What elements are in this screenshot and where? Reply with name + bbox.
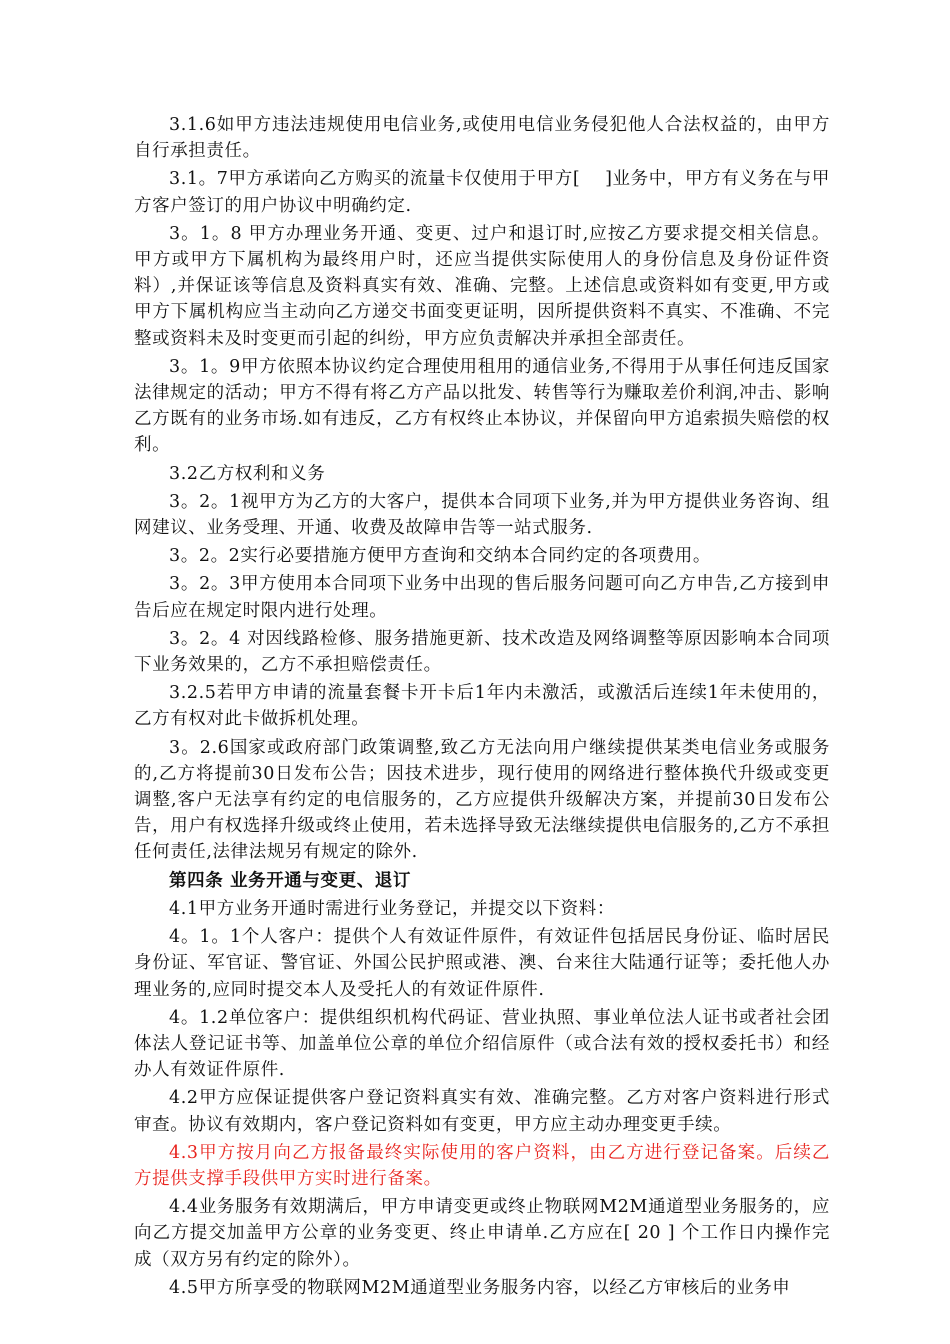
article-4-heading: 第四条 业务开通与变更、退订 bbox=[169, 870, 411, 891]
clause-3-2-2: 3。2。2实行必要措施方便甲方查询和交纳本合同约定的各项费用。 bbox=[169, 546, 711, 567]
clause-4-5: 4.5甲方所享受的物联网M2M通道型业务服务内容，以经乙方审核后的业务申 bbox=[169, 1277, 791, 1298]
clause-3-2-6: 3。2.6国家或政府部门政策调整,致乙方无法向用户继续提供某类电信业务或服务的,乙方将提前30日发布公告；因技术进步，现行使用的网络进行整体换代升级或变更调整,客户无法享有约定的电信服务的，乙方应提供升级解决方案，并提前30日发布公告，用户有权选择升级或终止使用，若未选择导致无法继续提供电信服务的,乙方不承担任何责任,法律法规另有规定的除外. bbox=[134, 737, 830, 863]
clause-4-4-text-after: 个工作日内操作完成（双方另有约定的除外）。 bbox=[134, 1223, 831, 1270]
clause-4-3-highlighted: 4.3甲方按月向乙方报备最终实际使用的客户资料，由乙方进行登记备案。后续乙方提供支撑手段供甲方实时进行备案。 bbox=[134, 1142, 830, 1189]
clause-3-2-5: 3.2.5若甲方申请的流量套餐卡开卡后1年内未激活，或激活后连续1年未使用的，乙方有权对此卡做拆机处理。 bbox=[134, 683, 830, 730]
clause-4-4 bbox=[134, 1194, 830, 1273]
clause-4-4-text-before: 4.4业务服务有效期满后，甲方申请变更或终止物联网M2M通道型业务服务的，应向乙方提交加盖甲方公章的业务变更、终止申请单.乙方应在 bbox=[134, 1197, 830, 1244]
clause-3-1-7 bbox=[134, 166, 830, 218]
clause-4-1-2: 4。1.2单位客户：提供组织机构代码证、营业执照、事业单位法人证书或者社会团体法人登记证书等、加盖单位公章的单位介绍信原件（或合法有效的授权委托书）和经办人有效证件原件. bbox=[134, 1007, 830, 1081]
blank-bracket-business-name: [ ] bbox=[572, 169, 613, 190]
clause-3-1-9: 3。1。9甲方依照本协议约定合理使用租用的通信业务,不得用于从事任何违反国家法律规定的活动；甲方不得有将乙方产品以批发、转售等行为赚取差价利润,冲击、影响乙方既有的业务市场.如有违反，乙方有权终止本协议，并保留向甲方追索损失赔偿的权利。 bbox=[134, 356, 830, 456]
bracket-working-days: [ 20 ] bbox=[623, 1223, 676, 1244]
clause-3-1-6: 3.1.6如甲方违法违规使用电信业务,或使用电信业务侵犯他人合法权益的，由甲方自行承担责任。 bbox=[134, 115, 830, 162]
clause-3-2-3: 3。2。3甲方使用本合同项下业务中出现的售后服务问题可向乙方申告,乙方接到申告后应在规定时限内进行处理。 bbox=[134, 574, 830, 621]
clause-3-1-8: 3。1。8 甲方办理业务开通、变更、过户和退订时,应按乙方要求提交相关信息。甲方或甲方下属机构为最终用户时，还应当提供实际使用人的身份信息及身份证件资料）,并保证该等信息及资料真实有效、准确、完整。上述信息或资料如有变更,甲方或甲方下属机构应当主动向乙方递交书面变更证明，因所提供资料不真实、不准确、不完整或资料未及时变更而引起的纠纷，甲方应负责解决并承担全部责任。 bbox=[134, 223, 830, 349]
clause-4-1-1: 4。1。1个人客户：提供个人有效证件原件，有效证件包括居民身份证、临时居民身份证、军官证、警官证、外国公民护照或港、澳、台来往大陆通行证等；委托他人办理业务的,应同时提交本人及受托人的有效证件原件. bbox=[134, 927, 830, 1000]
clause-3-2-4: 3。2。4 对因线路检修、服务措施更新、技术改造及网络调整等原因影响本合同项下业务效果的，乙方不承担赔偿责任。 bbox=[134, 628, 830, 676]
clause-4-1: 4.1甲方业务开通时需进行业务登记，并提交以下资料： bbox=[169, 898, 615, 919]
section-3-2-title: 3.2乙方权利和义务 bbox=[169, 463, 326, 484]
clause-4-2: 4.2甲方应保证提供客户登记资料真实有效、准确完整。乙方对客户资料进行形式审查。协议有效期内，客户登记资料如有变更，甲方应主动办理变更手续。 bbox=[134, 1088, 830, 1135]
clause-3-1-7-text-before: 3.1。7甲方承诺向乙方购买的流量卡仅使用于甲方 bbox=[169, 169, 573, 190]
clause-3-2-1: 3。2。1视甲方为乙方的大客户，提供本合同项下业务,并为甲方提供业务咨询、组网建议、业务受理、开通、收费及故障申告等一站式服务. bbox=[134, 491, 830, 539]
clause-3-1-7-text-after: 业务中，甲方有义务在与甲方客户签订的用户协议中明确约定. bbox=[134, 169, 830, 216]
